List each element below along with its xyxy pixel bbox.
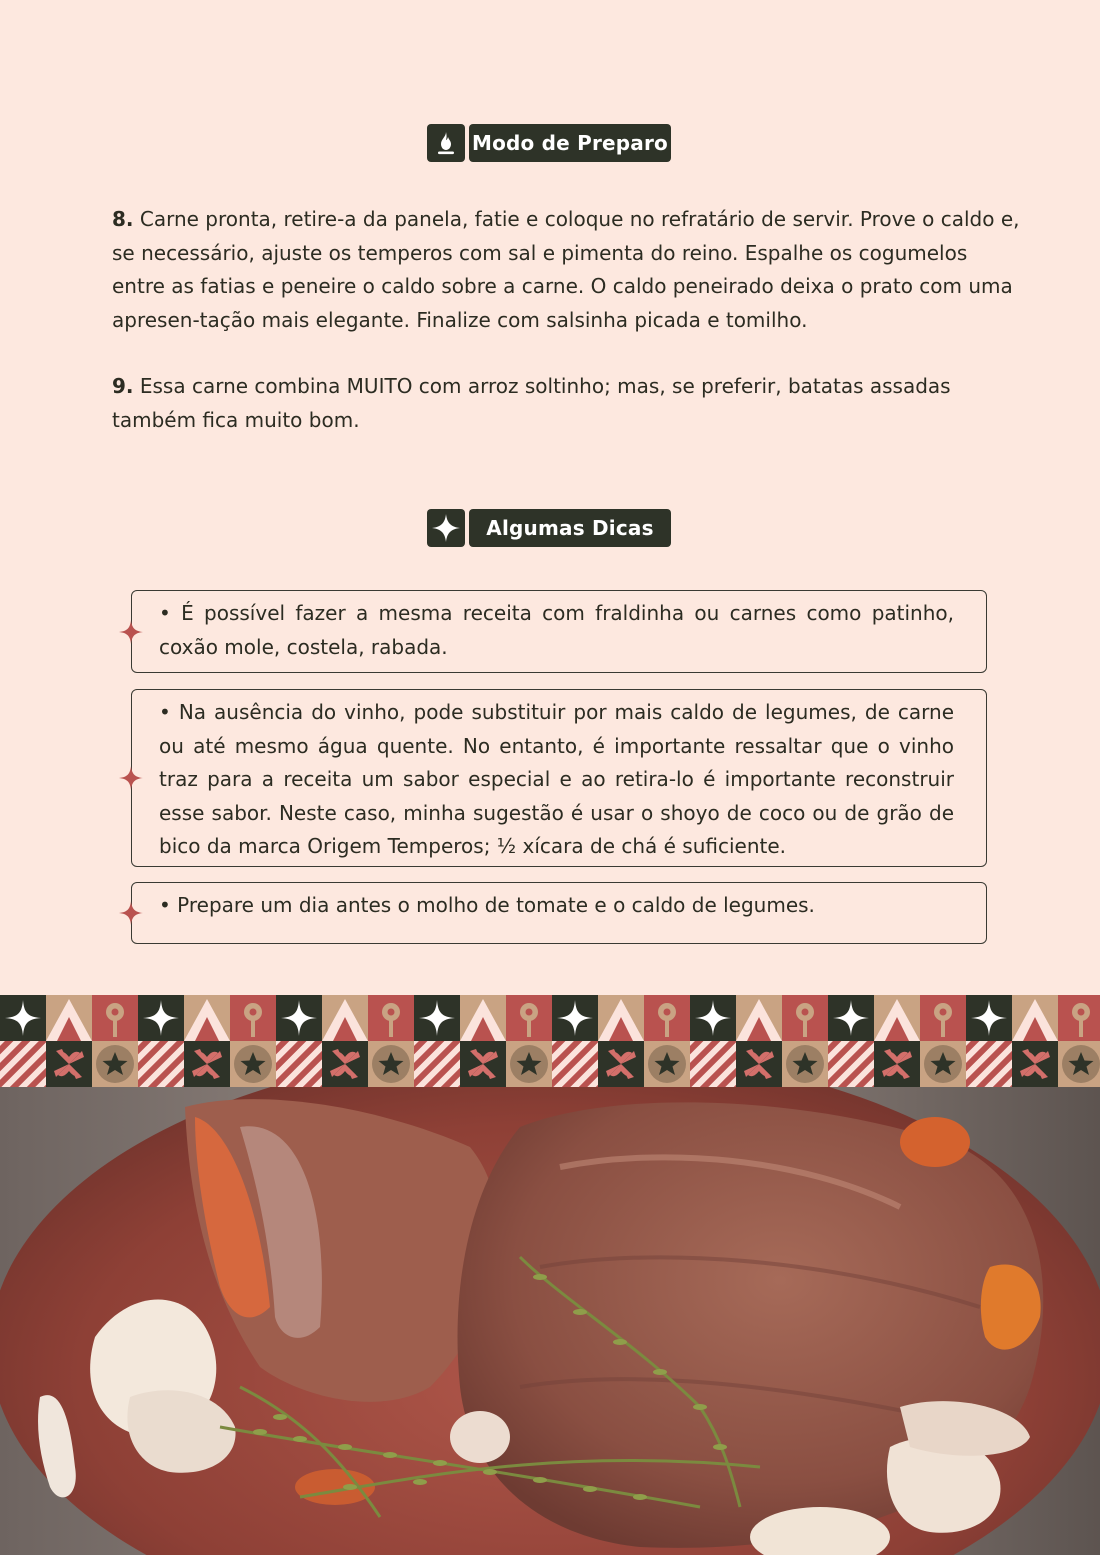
tip-text: • Prepare um dia antes o molho de tomate e o caldo de legumes. xyxy=(159,893,815,917)
section-header-preparo xyxy=(427,124,671,162)
step-8 xyxy=(112,203,1022,337)
tip-text: • É possível fazer a mesma receita com fraldinha ou carnes como patinho, coxão mole, costela, rabada. xyxy=(159,601,954,659)
step-text: Essa carne combina MUITO com arroz soltinho; mas, se preferir, batatas assadas também fica muito bom. xyxy=(112,374,951,432)
tip-text: • Na ausência do vinho, pode substituir por mais caldo de legumes, de carne ou até mesmo água quente. No entanto, é importante ressaltar que o vinho traz para a receita um sabor especial e ao retira-lo é importante reconstruir esse sabor. Neste caso, minha sugestão é usar o shoyo de coco ou de grão de bico da marca Origem Temperos; ½ xícara de chá é suficiente. xyxy=(159,700,954,858)
star-bullet-icon xyxy=(118,619,144,645)
tip-card xyxy=(131,882,987,944)
section-header-dicas xyxy=(427,509,671,547)
section-title: Algumas Dicas xyxy=(469,509,671,547)
star-bullet-icon xyxy=(118,900,144,926)
section-title: Modo de Preparo xyxy=(469,124,671,162)
tip-card xyxy=(131,590,987,673)
step-number: 9. xyxy=(112,374,134,398)
star-bullet-icon xyxy=(118,765,144,791)
flame-icon xyxy=(427,124,465,162)
step-text: Carne pronta, retire-a da panela, fatie e coloque no refratário de servir. Prove o caldo e, se necessário, ajuste os temperos com sal e pimenta do reino. Espalhe os cogumelos entre as fatias e peneire o caldo sobre a carne. O caldo peneirado deixa o prato com uma apresen-tação mais elegante. Finalize com salsinha picada e tomilho. xyxy=(112,207,1020,332)
step-9 xyxy=(112,370,1022,437)
dish-photo xyxy=(0,1087,1100,1555)
sparkle-icon xyxy=(427,509,465,547)
step-number: 8. xyxy=(112,207,134,231)
tip-card xyxy=(131,689,987,867)
decorative-pattern-band xyxy=(0,995,1100,1087)
